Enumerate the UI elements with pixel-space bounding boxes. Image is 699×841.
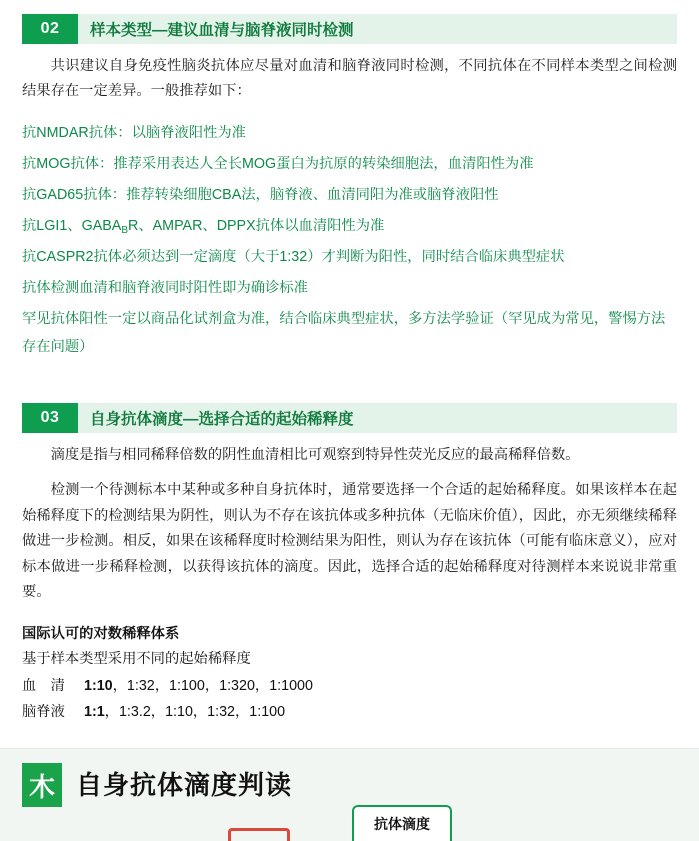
antibody-guideline-item: 抗体检测血清和脑脊液同时阳性即为确诊标准 — [22, 279, 308, 296]
subheading-log-dilution: 国际认可的对数稀释体系 — [22, 625, 180, 642]
subscript-b: B — [121, 225, 128, 236]
section-number-02: 02 — [22, 14, 78, 44]
subnote-dilution-by-sample: 基于样本类型采用不同的起始稀释度 — [22, 651, 251, 668]
antibody-guideline-item: 抗CASPR2抗体必须达到一定滴度（大于1:32）才判断为阳性，同时结合临床典型症状 — [22, 248, 565, 265]
antibody-guideline-item: 抗MOG抗体：推荐采用表达人全长MOG蛋白为抗原的转染细胞法，血清阳性为准 — [22, 156, 534, 173]
antibody-guideline-item: 抗LGI1、$GABA_BR$、AMPAR、DPPX抗体以血清阳性为准 — [22, 218, 385, 236]
dilution-row — [22, 699, 677, 725]
dilution-start: 1:10 — [84, 677, 113, 694]
section-title-03: 自身抗体滴度—选择合适的起始稀释度 — [90, 410, 354, 428]
section-title-band-03 — [78, 403, 677, 433]
brand-logo-icon: 木 — [22, 763, 62, 807]
bottom-banner — [0, 748, 699, 841]
antibody-titer-chip — [352, 805, 452, 841]
banner-title: 自身抗体滴度判读 — [76, 770, 293, 800]
decorative-mark-icon — [228, 828, 290, 841]
section-title-02: 样本类型—建议血清与脑脊液同时检测 — [90, 22, 354, 39]
dilution-row — [22, 673, 677, 699]
section-02-intro: 共识建议自身免疫性脑炎抗体应尽量对血清和脑脊液同时检测，不同抗体在不同样本类型之间检测结果存在一定差异。一般推荐如下： — [22, 58, 677, 100]
section-03-paragraph: 滴度是指与相同稀释倍数的阴性血清相比可观察到特异性荧光反应的最高稀释倍数。 — [50, 446, 580, 463]
document-page — [0, 14, 699, 841]
section-03-paragraph: 检测一个待测标本中某种或多种自身抗体时，通常要选择一个合适的起始稀释度。如果该样本在起始稀释度下的检测结果为阴性，则认为不存在该抗体或多种抗体（无临床价值），因此，亦无须继续稀释做进一步检测。相反，如果在该稀释度时检测结果为阳性，则认为存在该抗体（可能有临床意义），应对标本做进一步稀释检测，以获得该抗体的滴度。因此，选择合适的起始稀释度对待测样本来说说非常重要。 — [22, 482, 677, 601]
antibody-guideline-item: 罕见抗体阳性一定以商品化试剂盒为准，结合临床典型症状，多方法学验证（罕见成为常见，警惕方法存在问题） — [22, 310, 666, 355]
section-title-band-02 — [78, 14, 677, 44]
antibody-titer-chip-label: 抗体滴度 — [374, 816, 430, 832]
dilution-series: ，1:3.2，1:10，1:32，1:100 — [104, 704, 286, 721]
antibody-guideline-item: 抗GAD65抗体：推荐转染细胞CBA法，脑脊液、血清同阳为准或脑脊液阳性 — [22, 187, 499, 204]
dilution-series: ，1:32，1:100，1:320，1:1000 — [112, 677, 313, 694]
antibody-guideline-list — [22, 119, 677, 363]
dilution-label: 血 清 — [22, 677, 65, 694]
antibody-guideline-item: 抗NMDAR抗体：以脑脊液阳性为准 — [22, 125, 246, 142]
section-number-03: 03 — [22, 403, 78, 433]
section-header-03 — [22, 403, 677, 433]
section-header-02 — [22, 14, 677, 44]
dilution-start: 1:1 — [84, 704, 105, 721]
dilution-label: 脑脊液 — [22, 704, 65, 721]
